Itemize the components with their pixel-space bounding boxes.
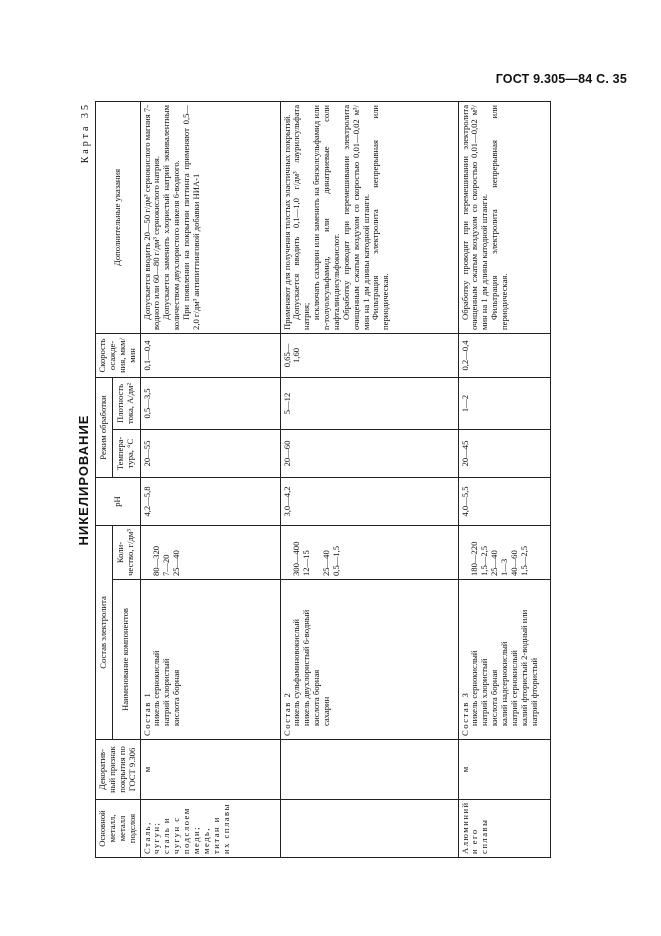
composition-title: Состав 1 [141,691,152,736]
col-current-density: Плотность тока, А/дм² [112,377,140,429]
base-metal-cell [280,800,458,858]
note-text: Допускается вводить 20—50 г/дм³ сернокислого магния 7-водного или 60—80 г/дм³ сернокислого натрия. [141,104,162,330]
component-quantity: 40—60 [508,550,519,576]
map-number: Карта 35 [80,102,91,164]
temperature-cell: 20—55 [140,429,280,477]
component-name: кислота борная [489,669,500,726]
rotated-page-content [76,102,552,858]
quantities-cell [280,525,458,579]
note-text: исключать сахарин или заменить на бензолсульфамид или n-толуолсульфамид, или динатриевые соли нафталиндисульфокислот. [311,104,341,330]
col-quantity: Коли-чество, г/дм³ [112,525,140,579]
quantities-cell [140,525,280,579]
base-metal-cell: Сталь, чугун; сталь и чугун с подслоем меди; медь, титан и их сплавы [140,800,280,858]
section-title: НИКЕЛИРОВАНИЕ [76,414,91,546]
components-cell [458,580,550,740]
component-quantity: 1—3 [499,558,509,576]
col-component-name: Наименование компонентов [112,580,140,740]
notes-cell [458,101,550,333]
note-text: Применяют для получения толстых эластичных покрытий. [281,114,292,330]
col-base-metal: Основной металл, металл подслоя [96,800,141,858]
speed-cell: 0,2—0,4 [458,333,550,377]
col-temperature: Темпера-тура, °С [112,429,140,477]
nickel-plating-table [95,101,551,858]
component-name: никель сульфаминовокислый [291,618,302,726]
component-name: натрий сернокислый [508,650,519,726]
component-quantity: 80—320 [151,545,162,576]
component-quantity: 300—400 [291,541,302,576]
note-text: Фильтрация электролита непрерывная или периодическая. [370,104,391,330]
col-notes: Дополнительные указания [96,101,141,333]
ph-cell: 4,0—5,5 [458,477,550,525]
component-name: кислота борная [171,669,182,726]
composition-title: Состав 2 [281,691,292,736]
component-name: натрий хлористый [479,658,490,726]
notes-cell [140,101,280,333]
note-text: При появлении на покрытии питтинга применяют 0,5—2,0 г/дм³ антипиттинговой добавки НИА-1 [181,104,201,330]
component-quantity: 7—20 [161,554,172,576]
note-text: Обработку проводят при перемешивании электролита очищенным сжатым воздухом со скоростью 0,01—0,02 м³/мин на 1 дм длины катодной штанги. [340,104,371,330]
component-name: калий фтористый 2-водный или натрий фтористый [518,609,539,726]
component-name: никель сернокислый [469,650,480,726]
decorative-cell: м [458,740,550,800]
col-speed: Скорость осажде-ния, мкм/мин [96,333,141,377]
composition-title: Состав 3 [459,691,470,736]
ph-cell: 3,0—4,2 [280,477,458,525]
component-quantity: 1,5—2,5 [518,545,529,576]
component-name: сахарин [321,696,331,726]
decorative-cell: м [140,740,280,800]
temperature-cell: 20—60 [280,429,458,477]
note-text: Фильтрация электролита непрерывная или периодическая. [489,104,509,330]
note-text: Обработку проводят при перемешивании электролита очищенным сжатым воздухом со скоростью 0,01—0,02 м³/мин на 1 дм длины катодной штанги. [459,104,490,330]
component-name: никель сернокислый [151,650,162,726]
component-name: натрий хлористый [161,658,172,726]
component-quantity: 25—40 [321,550,331,576]
component-quantity: 25—40 [171,550,182,576]
notes-cell [280,101,458,333]
component-quantity: 25—40 [489,550,500,576]
page-header: ГОСТ 9.305—84 С. 35 [495,72,627,86]
component-quantity: 12—15 [301,550,312,576]
speed-cell: 0,65—1,60 [280,333,458,377]
component-quantity: 0,5—1,5 [330,545,341,576]
component-name: калий надсернокислый [499,641,509,726]
note-text: Допускается вводить 0,1—1,0 г/дм³ лаурилсульфата натрия; [291,104,312,330]
component-name: никель двухлористый 6-водный [301,609,312,726]
components-cell [280,580,458,740]
quantities-cell [458,525,550,579]
table-row [458,101,550,857]
current-density-cell: 0,5—3,5 [140,377,280,429]
temperature-cell: 20—45 [458,429,550,477]
speed-cell: 0,1—0,4 [140,333,280,377]
table-row [280,101,458,857]
col-electrolyte: Состав электролита [96,525,113,739]
decorative-cell [280,740,458,800]
col-ph: pH [96,477,141,525]
base-metal-cell: Алюминий и его сплавы [458,800,550,858]
current-density-cell: 1—2 [458,377,550,429]
component-quantity: 1,5—2,5 [479,545,490,576]
component-quantity: 180—220 [469,541,480,576]
current-density-cell: 5—12 [280,377,458,429]
col-mode: Режим обработки [96,377,113,477]
col-decorative: Декоратив-ный признак покрытия по ГОСТ 9.306 [96,740,141,800]
component-name: кислота борная [311,669,322,726]
note-text: Допускается заменить хлористый натрий эквивалентным количеством двухлористого никеля 6-водного. [161,104,182,330]
table-row [140,101,280,857]
components-cell [140,580,280,740]
ph-cell: 4,2—5,8 [140,477,280,525]
